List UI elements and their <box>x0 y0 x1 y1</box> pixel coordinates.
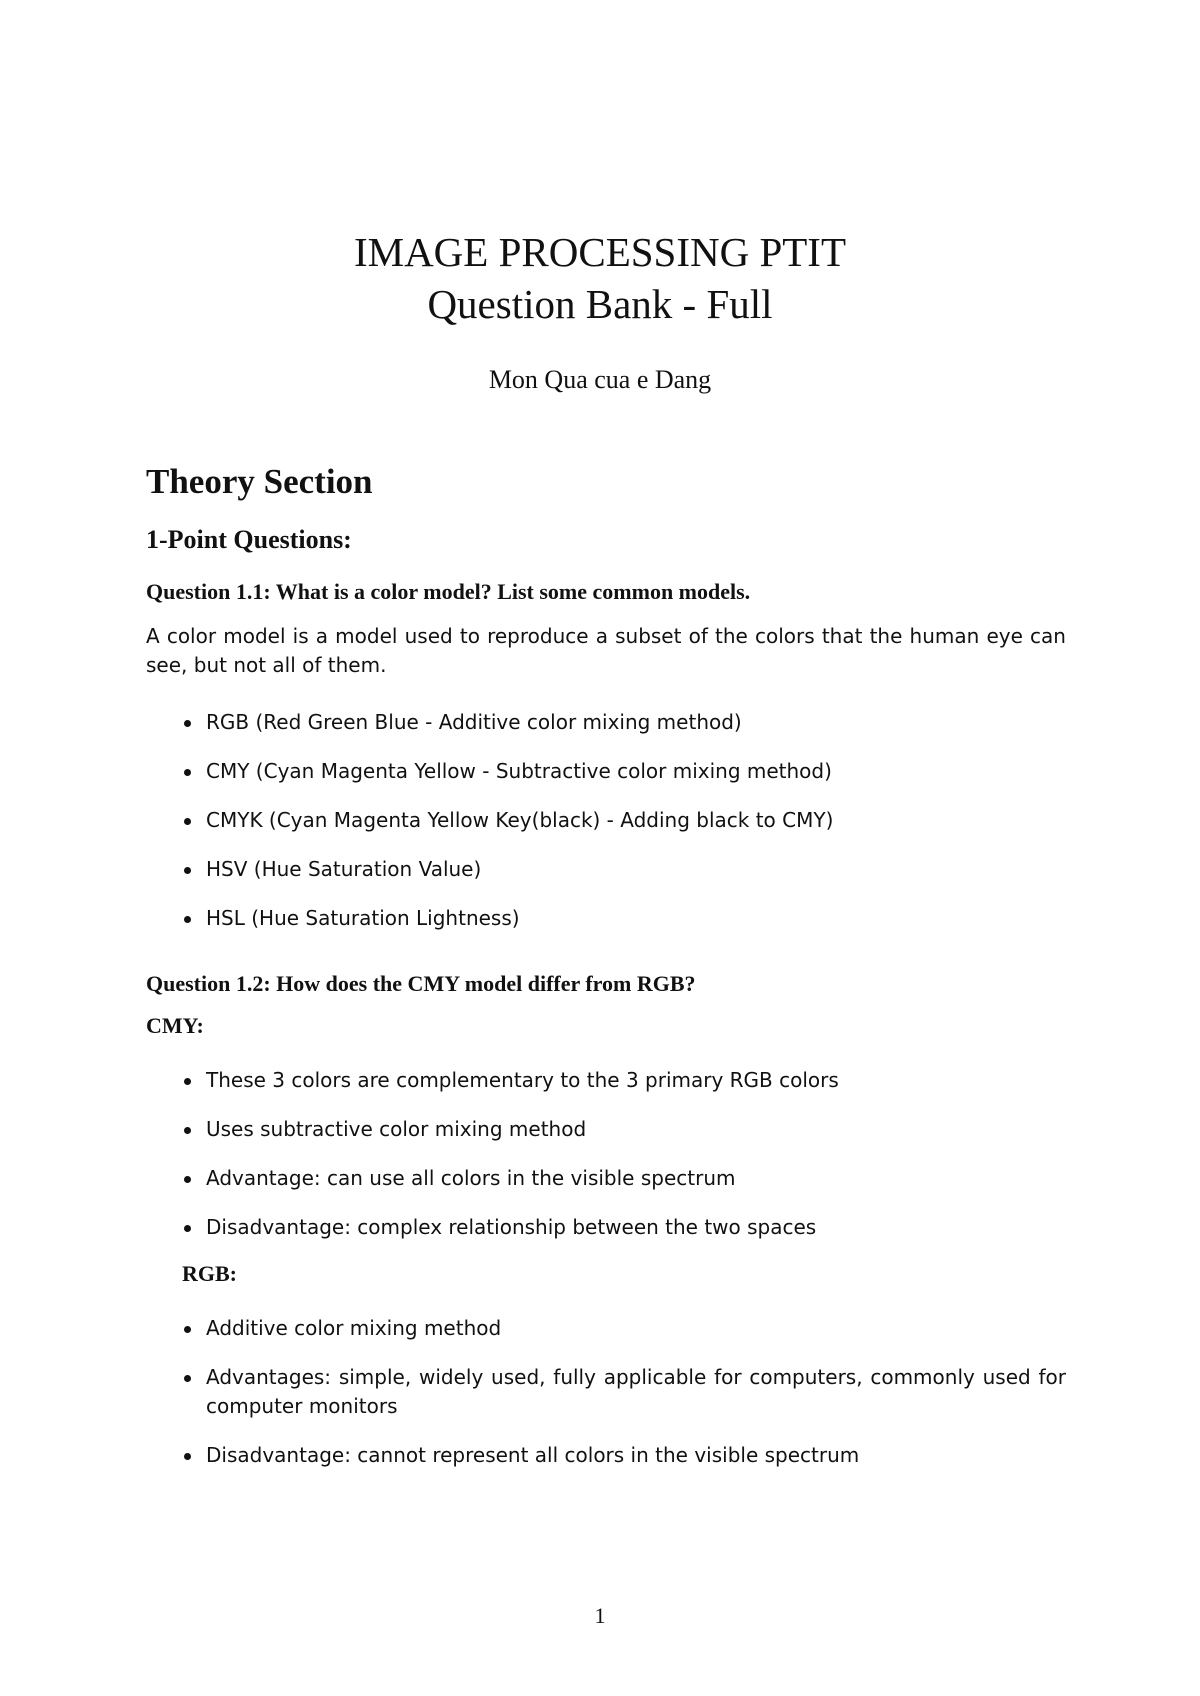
bullet-icon <box>184 769 191 776</box>
list-item-text: CMYK (Cyan Magenta Yellow Key(black) - Adding black to CMY) <box>206 808 834 832</box>
rgb-list <box>182 1314 1066 1490</box>
list-item <box>182 806 1066 835</box>
bullet-icon <box>184 720 191 727</box>
bullet-icon <box>184 1127 191 1134</box>
cmy-list <box>182 1066 1066 1262</box>
list-item <box>182 1115 1066 1144</box>
list-item-text: Uses subtractive color mixing method <box>206 1117 587 1141</box>
list-item <box>182 1314 1066 1343</box>
bullet-icon <box>184 1453 191 1460</box>
list-item-text: Disadvantage: cannot represent all colors in the visible spectrum <box>206 1443 860 1467</box>
list-item <box>182 904 1066 933</box>
question-1-1-title: Question 1.1: What is a color model? List some common models. <box>146 579 751 604</box>
list-item-text: RGB (Red Green Blue - Additive color mixing method) <box>206 710 742 734</box>
list-item <box>182 1066 1066 1095</box>
list-item <box>182 1363 1066 1421</box>
list-item <box>182 1164 1066 1193</box>
list-item <box>182 708 1066 737</box>
bullet-icon <box>184 916 191 923</box>
bullet-icon <box>184 1326 191 1333</box>
bullet-icon <box>184 1078 191 1085</box>
list-item-text: These 3 colors are complementary to the 3 primary RGB colors <box>206 1068 839 1092</box>
cmy-label: CMY: <box>146 1013 204 1038</box>
list-item-text: HSL (Hue Saturation Lightness) <box>206 906 520 930</box>
list-item-text: Disadvantage: complex relationship between the two spaces <box>206 1215 817 1239</box>
question-1-1-paragraph: A color model is a model used to reproduce a subset of the colors that the human eye can see, but not all of them. <box>146 624 1066 677</box>
subsection-title: 1-Point Questions: <box>146 525 352 554</box>
list-item-text: HSV (Hue Saturation Value) <box>206 857 482 881</box>
section-title: Theory Section <box>146 462 373 501</box>
bullet-icon <box>184 1225 191 1232</box>
page-number: 1 <box>594 1603 606 1628</box>
question-1-2-title: Question 1.2: How does the CMY model differ from RGB? <box>146 971 696 996</box>
list-item-text: Additive color mixing method <box>206 1316 502 1340</box>
document-title: IMAGE PROCESSING PTIT <box>353 229 847 275</box>
bullet-icon <box>184 1176 191 1183</box>
list-item <box>182 757 1066 786</box>
document-subtitle: Question Bank - Full <box>427 281 773 327</box>
list-item-text: Advantage: can use all colors in the visible spectrum <box>206 1166 736 1190</box>
list-item <box>182 1213 1066 1242</box>
bullet-icon <box>184 818 191 825</box>
bullet-icon <box>184 1375 191 1382</box>
bullet-icon <box>184 867 191 874</box>
list-item <box>182 855 1066 884</box>
list-item-text: Advantages: simple, widely used, fully applicable for computers, commonly used for computer monitors <box>206 1365 1066 1418</box>
list-item <box>182 1441 1066 1470</box>
document-author: Mon Qua cua e Dang <box>488 365 712 394</box>
rgb-label: RGB: <box>182 1261 237 1286</box>
color-model-list <box>182 708 1066 953</box>
list-item-text: CMY (Cyan Magenta Yellow - Subtractive color mixing method) <box>206 759 832 783</box>
